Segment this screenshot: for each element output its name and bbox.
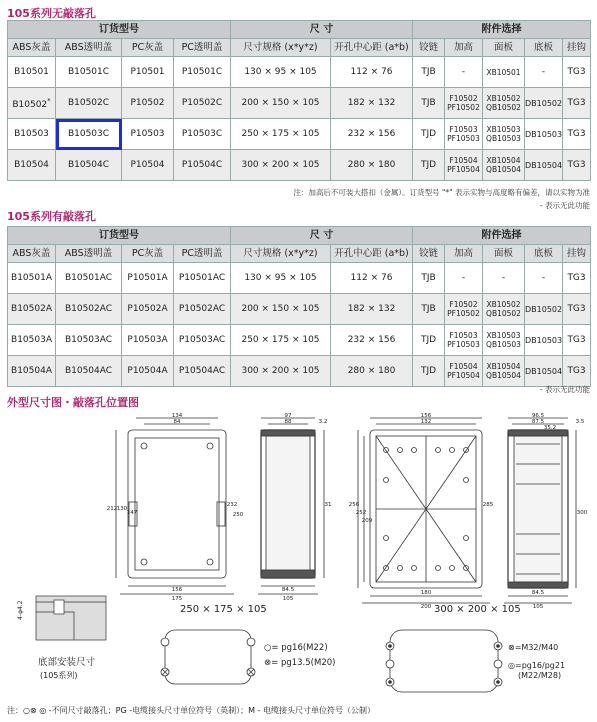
dim-label: 300	[576, 510, 588, 516]
cell: B10503AC	[56, 325, 122, 356]
table-row	[8, 57, 591, 88]
cell: 130 × 95 × 105	[231, 263, 331, 294]
cell: TJB	[413, 263, 445, 294]
crossed-circle-icon: ⊗	[508, 643, 515, 652]
cell: TG3	[563, 263, 591, 294]
dim-label: 209	[361, 518, 373, 524]
cell: P10503A	[122, 325, 174, 356]
drawing2-caption: 300 × 200 × 105	[434, 604, 521, 615]
legend-b1	[508, 643, 558, 652]
header-accessory: 附件选择	[413, 21, 591, 39]
dim-label: 3.5	[575, 419, 585, 425]
cell: TJD	[413, 150, 445, 181]
header-order: 订货型号	[8, 227, 231, 245]
cell: -	[445, 57, 483, 88]
col-raise: 加高	[445, 245, 483, 263]
col-abs-clear: ABS透明盖	[56, 39, 122, 57]
col-abs-clear: ABS透明盖	[56, 245, 122, 263]
cell: DB10502	[525, 88, 563, 119]
cell: XB10501	[483, 57, 525, 88]
dim-label: 84.5	[531, 590, 545, 596]
legend-b3: (M22/M28)	[518, 671, 562, 680]
cell: P10503C	[174, 119, 231, 150]
dim-label: 252	[355, 510, 367, 516]
cell: 232 × 156	[331, 325, 413, 356]
cell: DB10504	[525, 356, 563, 387]
dim-label: 200	[420, 604, 432, 610]
cell: F10503 PF10503	[447, 125, 480, 143]
footer-note: 注：○⊗ ◎ -不同尺寸敲落孔；PG -电缆接头尺寸单位符号（英制）；M - 电缆接头尺寸单位符号（公制）	[7, 706, 375, 715]
dim-label: 88	[284, 419, 292, 425]
cell: TG3	[563, 356, 591, 387]
cell: P10504A	[122, 356, 174, 387]
col-hinge: 铰链	[413, 39, 445, 57]
legend-a2	[264, 658, 335, 668]
cell: B10502	[12, 99, 48, 110]
table-row	[8, 119, 591, 150]
cell: XB10502 QB10502	[486, 94, 521, 112]
dim-label: 105	[282, 596, 294, 602]
mount-subcaption: (105系列)	[40, 671, 78, 680]
dim-label: 147	[126, 510, 138, 516]
circle-icon: ○	[264, 643, 272, 653]
col-hole: 开孔中心距 (a*b)	[331, 39, 413, 57]
table-row	[8, 88, 591, 119]
header-order: 订货型号	[8, 21, 231, 39]
cell: -	[525, 57, 563, 88]
dim-label: 97	[284, 413, 292, 419]
dim-label: 134	[171, 413, 183, 419]
cell: B10501C	[56, 57, 122, 88]
table-row	[8, 294, 591, 325]
enclosure-drawing-250	[108, 410, 336, 608]
cell: P10503AC	[174, 325, 231, 356]
col-lock: 挂钩	[563, 39, 591, 57]
cell: DB10504	[525, 150, 563, 181]
cell: XB10504 QB10504	[486, 362, 521, 380]
cell-highlighted[interactable]: B10503C	[56, 119, 122, 150]
cell: 280 × 180	[331, 150, 413, 181]
cell: F10502 PF10502	[447, 94, 480, 112]
spec-table-no-knockout	[7, 20, 591, 181]
cell: TG3	[563, 119, 591, 150]
section2-title: 105系列有敲落孔	[7, 210, 96, 223]
cell: 130 × 95 × 105	[231, 57, 331, 88]
col-panel: 面板	[483, 245, 525, 263]
dim-label: 256	[348, 502, 360, 508]
cell: P10504	[122, 150, 174, 181]
cell: DB10503	[525, 119, 563, 150]
dim-label: 31	[324, 502, 332, 508]
table-row	[8, 150, 591, 181]
dim-label: 35.2	[543, 425, 557, 431]
dim-label: 156	[420, 413, 432, 419]
dim-label: 84.5	[281, 587, 295, 593]
cell: TJB	[413, 88, 445, 119]
section3-title: 外型尺寸图・敲落孔位置图	[7, 396, 139, 409]
cell: B10502C	[56, 88, 122, 119]
cell: TJD	[413, 356, 445, 387]
header-size: 尺 寸	[231, 227, 413, 245]
col-dims: 尺寸规格 (x*y*z)	[231, 245, 331, 263]
section1-title: 105系列无敲落孔	[7, 7, 96, 20]
cell: P10504AC	[174, 356, 231, 387]
cell: TJB	[413, 294, 445, 325]
cell: XB10503 QB10503	[486, 331, 521, 349]
dim-label: 132	[420, 419, 432, 425]
dim-label: 87.5	[531, 419, 545, 425]
cell: 112 × 76	[331, 57, 413, 88]
mount-caption: 底部安装尺寸	[38, 657, 96, 668]
col-pc-gray: PC灰盖	[122, 39, 174, 57]
col-pc-clear: PC透明盖	[174, 39, 231, 57]
col-hole: 开孔中心距 (a*b)	[331, 245, 413, 263]
cell: 182 × 132	[331, 294, 413, 325]
cell: 232 × 156	[331, 119, 413, 150]
col-pc-gray: PC灰盖	[122, 245, 174, 263]
cell: TJD	[413, 119, 445, 150]
dim-label: 105	[532, 604, 544, 610]
cell: TG3	[563, 88, 591, 119]
col-raise: 加高	[445, 39, 483, 57]
cell: B10501	[14, 66, 49, 77]
legend-text: =pg16/pg21	[514, 661, 566, 670]
cell: 182 × 132	[331, 88, 413, 119]
legend-a1	[264, 643, 328, 653]
header-size: 尺 寸	[231, 21, 413, 39]
table-row	[8, 325, 591, 356]
cell: DB10503	[525, 325, 563, 356]
cell: TG3	[563, 325, 591, 356]
dim-label: 180	[420, 590, 432, 596]
dim-label: 285	[482, 502, 494, 508]
cell: F10502 PF10502	[447, 300, 480, 318]
dim-label: 84	[173, 419, 181, 425]
spec-table-with-knockout	[7, 226, 591, 387]
cell: P10503	[122, 119, 174, 150]
asterisk: *	[47, 96, 51, 105]
note-none-2: - 表示无此功能	[539, 385, 590, 394]
cell: TJB	[413, 57, 445, 88]
cell: P10501AC	[174, 263, 231, 294]
cell: TG3	[563, 150, 591, 181]
col-lock: 挂钩	[563, 245, 591, 263]
enclosure-drawing-300	[350, 410, 590, 608]
cell: XB10504 QB10504	[486, 156, 521, 174]
cell: P10501A	[122, 263, 174, 294]
cell: TJD	[413, 325, 445, 356]
cell: P10501C	[174, 57, 231, 88]
cell: B10502A	[8, 294, 56, 325]
cell: 300 × 200 × 105	[231, 356, 331, 387]
hole-layout-300	[380, 624, 508, 698]
double-circle-icon: ◎	[508, 661, 515, 670]
drawing1-caption: 250 × 175 × 105	[180, 604, 267, 615]
cell: 250 × 175 × 105	[231, 119, 331, 150]
legend-text: = pg13.5(M20)	[271, 658, 336, 668]
dim-label: 250	[232, 512, 244, 518]
cell: -	[445, 263, 483, 294]
cell: F10504 PF10504	[447, 156, 480, 174]
cell: B10503	[8, 119, 56, 150]
dim-label: 212	[106, 506, 118, 512]
cell: -	[525, 263, 563, 294]
dim-label: 130	[116, 506, 128, 512]
cell: XB10502 QB10502	[486, 300, 521, 318]
cell: B10503A	[8, 325, 56, 356]
cell: P10504C	[174, 150, 231, 181]
cell: XB10503 QB10503	[486, 125, 521, 143]
col-pc-clear: PC透明盖	[174, 245, 231, 263]
dim-label: 156	[171, 587, 183, 593]
cell: 200 × 150 × 105	[231, 88, 331, 119]
dim-label: 232	[226, 502, 238, 508]
cell: P10502A	[122, 294, 174, 325]
cell: P10502C	[174, 88, 231, 119]
cell: P10501	[122, 57, 174, 88]
col-abs-gray: ABS灰盖	[8, 245, 56, 263]
cell: B10501A	[8, 263, 56, 294]
cell: TG3	[563, 57, 591, 88]
cell: B10502AC	[56, 294, 122, 325]
cell: 300 × 200 × 105	[231, 150, 331, 181]
cell: B10504A	[8, 356, 56, 387]
cell: F10503 PF10503	[447, 331, 480, 349]
col-base: 底板	[525, 245, 563, 263]
col-abs-gray: ABS灰盖	[8, 39, 56, 57]
cell: TG3	[563, 294, 591, 325]
cell: DB10502	[525, 294, 563, 325]
mount-detail-drawing	[14, 590, 114, 646]
cell: B10504AC	[56, 356, 122, 387]
cell: B10501AC	[56, 263, 122, 294]
cell: B10504	[8, 150, 56, 181]
cell: 112 × 76	[331, 263, 413, 294]
hole-layout-250	[155, 624, 265, 694]
cell: 280 × 180	[331, 356, 413, 387]
mount-dim-label: 4-φ4.2	[17, 600, 24, 620]
note-none-1: - 表示无此功能	[539, 201, 590, 210]
table-row	[8, 356, 591, 387]
dim-label: 175	[171, 596, 183, 602]
header-accessory: 附件选择	[413, 227, 591, 245]
col-panel: 面板	[483, 39, 525, 57]
legend-b2	[508, 661, 565, 670]
cell: 250 × 175 × 105	[231, 325, 331, 356]
cell: F10504 PF10504	[447, 362, 480, 380]
cell: 200 × 150 × 105	[231, 294, 331, 325]
cell: P10502	[122, 88, 174, 119]
cell: B10504C	[56, 150, 122, 181]
table-row	[8, 263, 591, 294]
col-hinge: 铰链	[413, 245, 445, 263]
note-asterisk: 注：加高后不可装大搭扣（金属）。订货型号 "*" 表示实物与高度略有偏差，请以实物为准	[293, 188, 590, 197]
crossed-circle-icon: ⊗	[264, 658, 272, 668]
legend-text: =M32/M40	[514, 643, 559, 652]
cell: P10502AC	[174, 294, 231, 325]
dim-label: 3.2	[318, 419, 328, 425]
dim-label: 96.5	[531, 413, 545, 419]
cell: -	[483, 263, 525, 294]
legend-text: = pg16(M22)	[271, 643, 328, 653]
col-base: 底板	[525, 39, 563, 57]
col-dims: 尺寸规格 (x*y*z)	[231, 39, 331, 57]
